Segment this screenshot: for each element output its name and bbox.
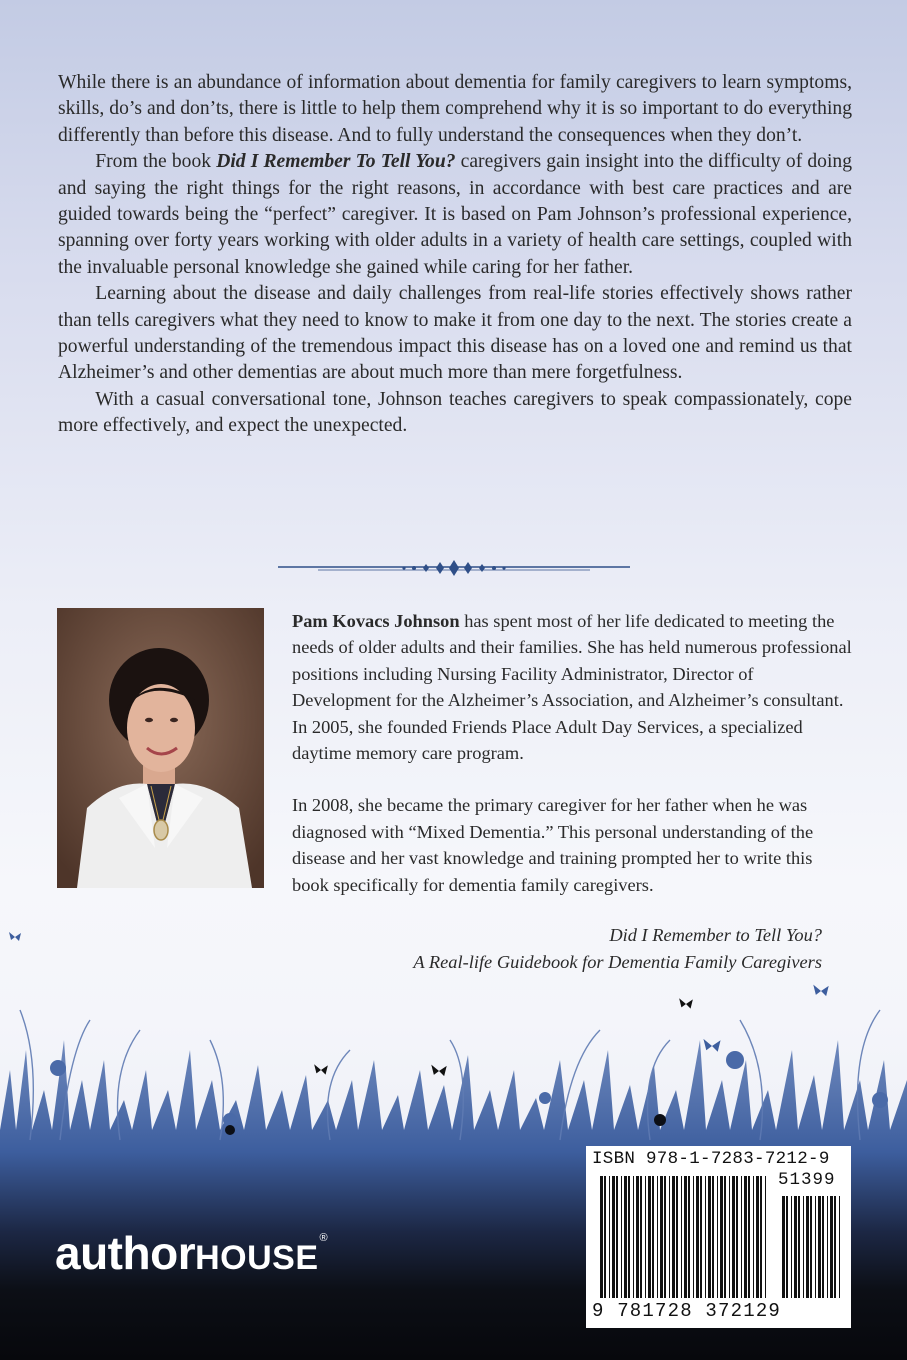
book-title-block — [413, 922, 822, 975]
author-name: Pam Kovacs Johnson — [292, 611, 460, 631]
butterfly-icon — [8, 930, 22, 944]
butterfly-icon — [812, 982, 830, 1000]
butterfly-icon — [313, 1062, 329, 1078]
publisher-logo — [55, 1226, 327, 1280]
butterfly-icon — [702, 1036, 722, 1056]
blurb-book-title: Did I Remember To Tell You? — [216, 151, 456, 173]
butterfly-icon — [430, 1062, 448, 1080]
blurb-paragraph-3: Learning about the disease and daily challenges from real-life stories effectively shows rather than tells caregivers what they need to know to make it from one day to the next. The stories create a powerful understanding of the tremendous impact this disease has on a loved one and remind us that Alzheimer’s and other dementias are about much more than mere forgetfulness. — [58, 283, 852, 384]
bio-paragraph-2: In 2008, she became the primary caregiver for her father when he was diagnosed with “Mixed Dementia.” This personal understanding of the disease and her vast knowledge and training prompted her to write this book specifically for dementia family caregivers. — [292, 795, 814, 895]
bio-p1-rest: has spent most of her life dedicated to meeting the needs of older adults and their families. She has held numerous professional positions including Nursing Facility Administrator, Director of Development for the Alzheimer’s Association, and Alzheimer’s consultant. In 2005, she founded Friends Place Adult Day Services, a specialized daytime memory care program. — [292, 611, 852, 764]
isbn-text: ISBN 978-1-7283-7212-9 — [592, 1149, 830, 1169]
blurb-paragraph-2 — [58, 149, 852, 281]
author-bio — [292, 608, 852, 924]
bio-paragraph-1 — [292, 608, 852, 766]
blurb-paragraph-4: With a casual conversational tone, Johnson teaches caregivers to speak compassionately, cope more effectively, and expect the unexpected. — [58, 388, 852, 437]
ornament-divider-icon — [278, 556, 630, 580]
publisher-logo-part2: HOUSE — [195, 1239, 319, 1277]
author-photo — [57, 608, 264, 888]
blurb-p2-after: caregivers gain insight into the difficulty of doing and saying the right things for the right reasons, in accordance with best care practices and are guided towards being the “perfect” caregiver. It is based on Pam Johnson’s professional experience, spanning over forty years working with older adults in a variety of health care settings, coupled with the invaluable personal knowledge she gained while caring for her father. — [58, 151, 853, 278]
book-subtitle: A Real-life Guidebook for Dementia Family Caregivers — [413, 951, 822, 972]
book-title: Did I Remember to Tell You? — [609, 925, 822, 945]
back-cover-blurb — [58, 70, 852, 440]
price-code: 51399 — [778, 1170, 836, 1190]
publisher-logo-part1: author — [55, 1227, 196, 1279]
blurb-paragraph-1: While there is an abundance of information about dementia for family caregivers to learn symptoms, skills, do’s and don’ts, there is little to help them comprehend why it is so important to do everything differently than before this disease. And to fully understand the consequences when they don’t. — [58, 72, 852, 146]
barcode — [586, 1146, 851, 1328]
ean-text: 9 781728 372129 — [592, 1300, 782, 1322]
blurb-p2-before: From the book — [95, 151, 217, 173]
registered-mark: ® — [319, 1232, 328, 1244]
butterfly-icon — [678, 996, 694, 1012]
